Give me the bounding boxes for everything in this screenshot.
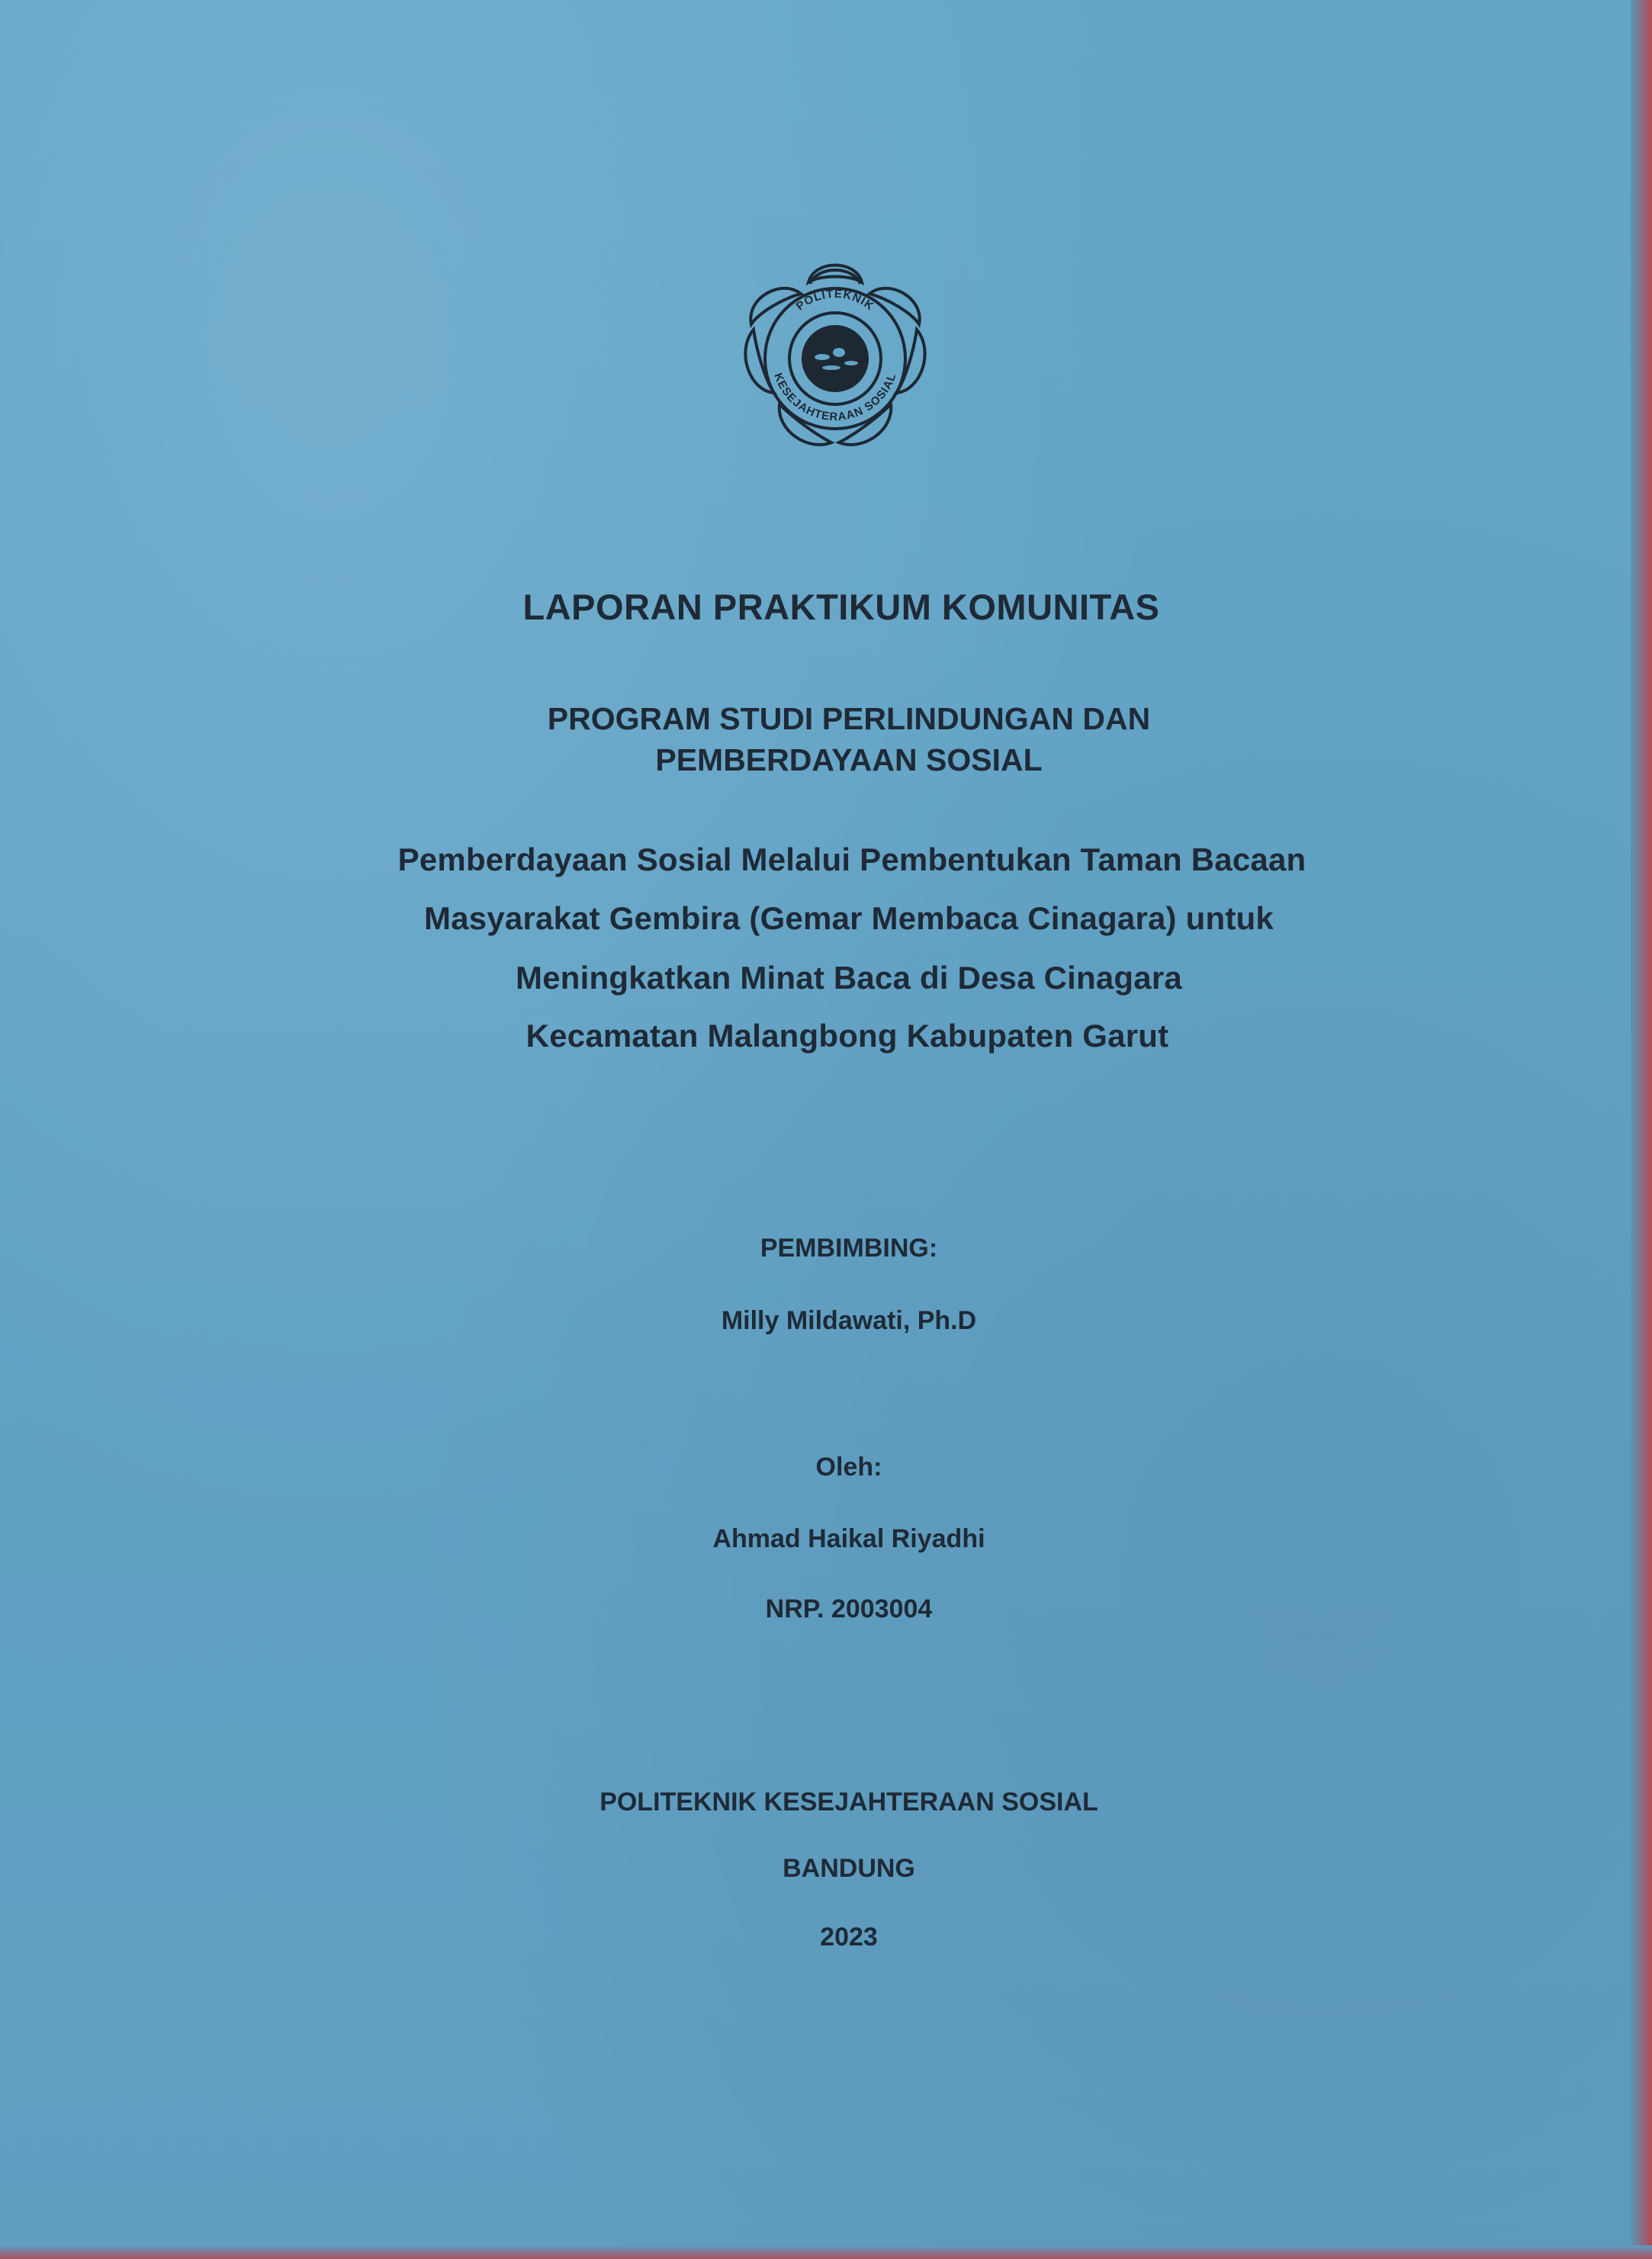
year: 2023	[820, 1923, 878, 1952]
author-label: Oleh:	[815, 1453, 882, 1482]
city: BANDUNG	[783, 1854, 915, 1883]
logo-ring-bottom-text: KESEJAHTERAAN SOSIAL	[771, 371, 899, 424]
author-id: NRP. 2003004	[765, 1594, 933, 1623]
author-name: Ahmad Haikal Riyadhi	[712, 1524, 985, 1553]
study-program	[23, 698, 1652, 780]
topic-line-2: Masyarakat Gembira (Gemar Membaca Cinagara) untuk	[424, 900, 1274, 936]
supervisor-label: PEMBIMBING:	[760, 1234, 938, 1263]
institution-logo-icon	[725, 252, 946, 465]
report-title: LAPORAN PRAKTIKUM KOMUNITAS	[522, 587, 1160, 627]
topic-line-4: Kecamatan Malangbong Kabupaten Garut	[525, 1018, 1169, 1054]
background-edge	[1631, 0, 1652, 2259]
background-bottom-edge	[0, 2245, 1652, 2259]
topic-line-3: Meningkatkan Minat Baca di Desa Cinagara	[516, 960, 1182, 996]
study-program-line-1: PROGRAM STUDI PERLINDUNGAN DAN	[547, 701, 1151, 736]
topic-line-1: Pemberdayaan Sosial Melalui Pembentukan Taman Bacaan	[397, 841, 1306, 877]
logo-ring-top-text: POLITEKNIK	[793, 287, 877, 314]
svg-text:POLITEKNIK	[794, 288, 876, 314]
study-program-line-2: PEMBERDAYAAN SOSIAL	[655, 742, 1043, 777]
supervisor-name: Milly Mildawati, Ph.D	[721, 1306, 977, 1335]
institution-name: POLITEKNIK KESEJAHTERAAN SOSIAL	[599, 1788, 1098, 1817]
